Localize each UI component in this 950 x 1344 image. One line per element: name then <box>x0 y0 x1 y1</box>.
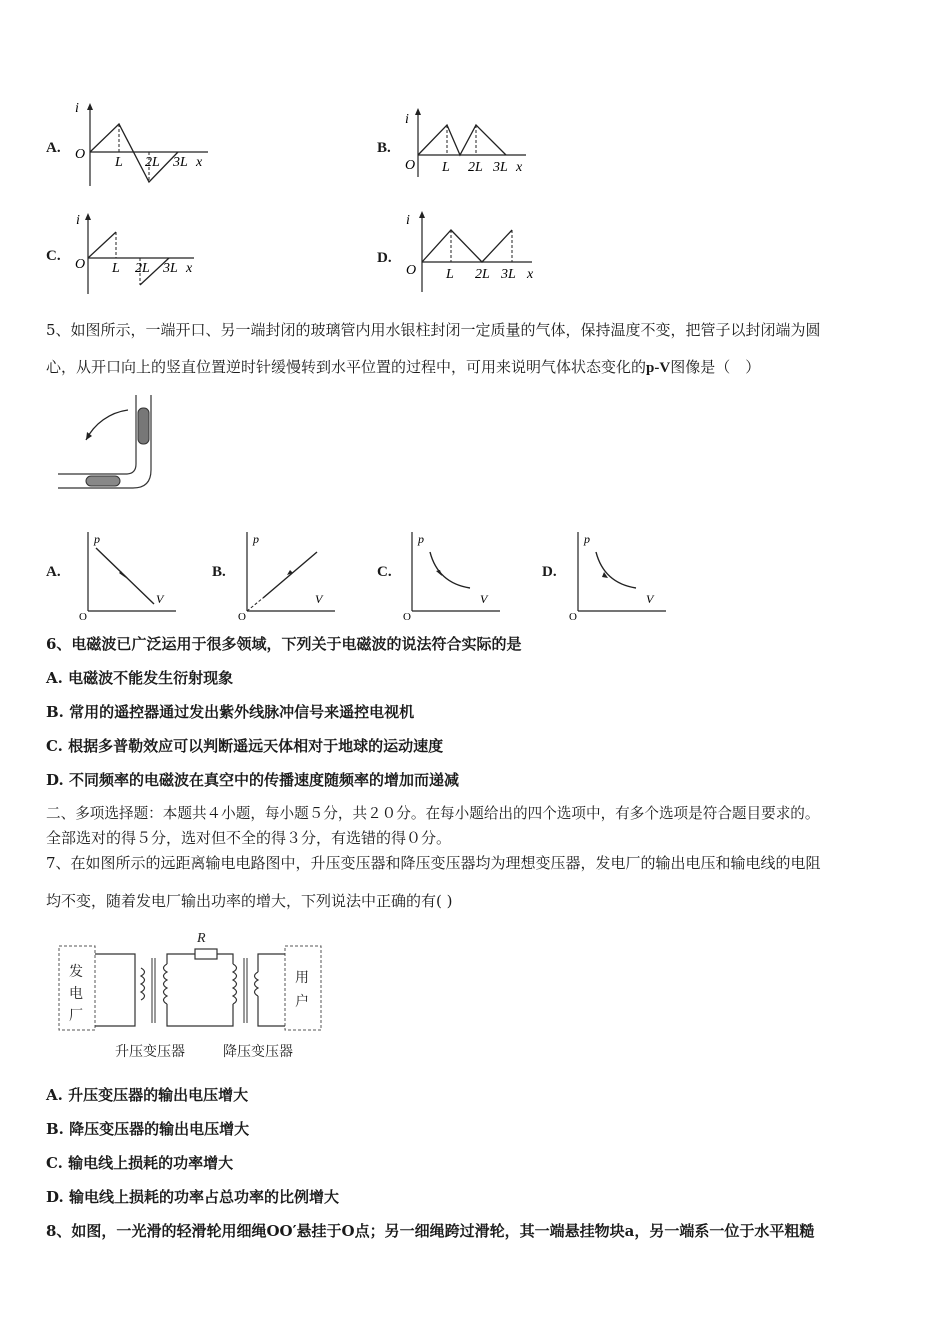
q7-option-a: A. 升压变压器的输出电压增大 <box>46 1086 249 1104</box>
svg-text:厂: 厂 <box>69 1009 83 1024</box>
svg-text:x: x <box>196 155 203 170</box>
svg-text:2L: 2L <box>135 261 150 276</box>
q5-graph-a <box>76 528 186 620</box>
svg-text:p: p <box>94 532 100 546</box>
q6-option-c: C. 根据多普勒效应可以判断遥远天体相对于地球的运动速度 <box>46 737 444 755</box>
q4-graph-a <box>70 100 220 195</box>
q5-stem-line1: 5、如图所示，一端开口、另一端封闭的玻璃管内用水银柱封闭一定质量的气体，保持温度不变，把管子以封闭端为圆 <box>46 321 821 339</box>
svg-text:V: V <box>156 592 164 606</box>
q5-graph-b <box>235 528 345 620</box>
svg-text:i: i <box>406 213 410 228</box>
svg-text:2L: 2L <box>475 267 490 282</box>
q5-option-d-label: D. <box>542 564 557 580</box>
svg-text:i: i <box>405 112 409 127</box>
svg-text:x: x <box>516 160 523 175</box>
svg-text:x: x <box>527 267 534 282</box>
q5-tube-figure <box>58 392 168 490</box>
q6-option-a: A. 电磁波不能发生衍射现象 <box>46 669 234 687</box>
svg-text:升压变压器: 升压变压器 <box>115 1045 185 1060</box>
svg-text:户: 户 <box>295 995 309 1010</box>
q5-stem-line2: 心，从开口向上的竖直位置逆时针缓慢转到水平位置的过程中，可用来说明气体状态变化的p-V图像是（ ） <box>46 358 761 376</box>
svg-text:i: i <box>76 213 80 228</box>
q5-option-b-label: B. <box>212 564 226 580</box>
q5-graph-c <box>400 528 510 620</box>
q6-option-d: D. 不同频率的电磁波在真空中的传播速度随频率的增加而递减 <box>46 771 459 789</box>
q7-option-b: B. 降压变压器的输出电压增大 <box>46 1120 250 1138</box>
svg-text:3L: 3L <box>493 160 508 175</box>
svg-text:L: L <box>446 267 454 282</box>
svg-text:R: R <box>197 931 206 946</box>
svg-text:p: p <box>584 532 590 546</box>
svg-text:3L: 3L <box>501 267 516 282</box>
q5-graph-d <box>566 528 681 620</box>
svg-text:用: 用 <box>295 971 309 986</box>
q8-stem-line1: 8、如图，一光滑的轻滑轮用细绳OO′悬挂于O点；另一细绳跨过滑轮，其一端悬挂物块a，另一端系一位于水平粗糙 <box>46 1222 815 1240</box>
svg-text:电: 电 <box>69 987 83 1002</box>
q7-option-c: C. 输电线上损耗的功率增大 <box>46 1154 234 1172</box>
svg-text:O: O <box>569 611 577 620</box>
q6-stem: 6、电磁波已广泛运用于很多领域，下列关于电磁波的说法符合实际的是 <box>46 635 522 653</box>
svg-text:O: O <box>406 263 417 278</box>
svg-text:3L: 3L <box>173 155 188 170</box>
axis-i: i <box>75 101 79 116</box>
q7-transmission-diagram <box>55 928 335 1068</box>
svg-text:O: O <box>405 158 416 173</box>
q5-option-a-label: A. <box>46 564 61 580</box>
svg-text:O: O <box>75 147 86 162</box>
svg-text:x: x <box>186 261 193 276</box>
svg-text:V: V <box>315 592 323 606</box>
svg-text:2L: 2L <box>145 155 160 170</box>
svg-text:2L: 2L <box>468 160 483 175</box>
svg-text:O: O <box>238 611 246 620</box>
section2-heading-line2: 全部选对的得５分，选对但不全的得３分，有选错的得０分。 <box>46 829 452 847</box>
svg-text:V: V <box>480 592 488 606</box>
svg-text:L: L <box>115 155 123 170</box>
q4-graph-c <box>70 210 210 300</box>
q7-option-d: D. 输电线上损耗的功率占总功率的比例增大 <box>46 1188 339 1206</box>
q4-option-b-label: B. <box>377 140 391 156</box>
q4-graph-d <box>398 208 543 298</box>
q4-option-a-label: A. <box>46 140 61 156</box>
svg-text:L: L <box>112 261 120 276</box>
q7-stem-line2: 均不变，随着发电厂输出功率的增大，下列说法中正确的有( ) <box>46 892 453 910</box>
svg-text:p: p <box>253 532 259 546</box>
q4-option-d-label: D. <box>377 250 392 266</box>
svg-text:O: O <box>79 611 87 620</box>
q7-stem-line1: 7、在如图所示的远距离输电电路图中，升压变压器和降压变压器均为理想变压器，发电厂的输出电压和输电线的电阻 <box>46 854 821 872</box>
q4-option-c-label: C. <box>46 248 61 264</box>
svg-text:降压变压器: 降压变压器 <box>223 1045 293 1060</box>
svg-text:发: 发 <box>69 965 83 980</box>
svg-text:O: O <box>75 257 86 272</box>
svg-text:p: p <box>418 532 424 546</box>
svg-text:L: L <box>442 160 450 175</box>
svg-text:3L: 3L <box>163 261 178 276</box>
svg-text:O: O <box>403 611 411 620</box>
section2-heading-line1: 二、多项选择题：本题共４小题，每小题５分，共２０分。在每小题给出的四个选项中，有多个选项是符合题目要求的。 <box>46 805 820 822</box>
q5-option-c-label: C. <box>377 564 392 580</box>
svg-text:V: V <box>646 592 654 606</box>
q4-graph-b <box>398 105 538 185</box>
q6-option-b: B. 常用的遥控器通过发出紫外线脉冲信号来遥控电视机 <box>46 703 415 721</box>
